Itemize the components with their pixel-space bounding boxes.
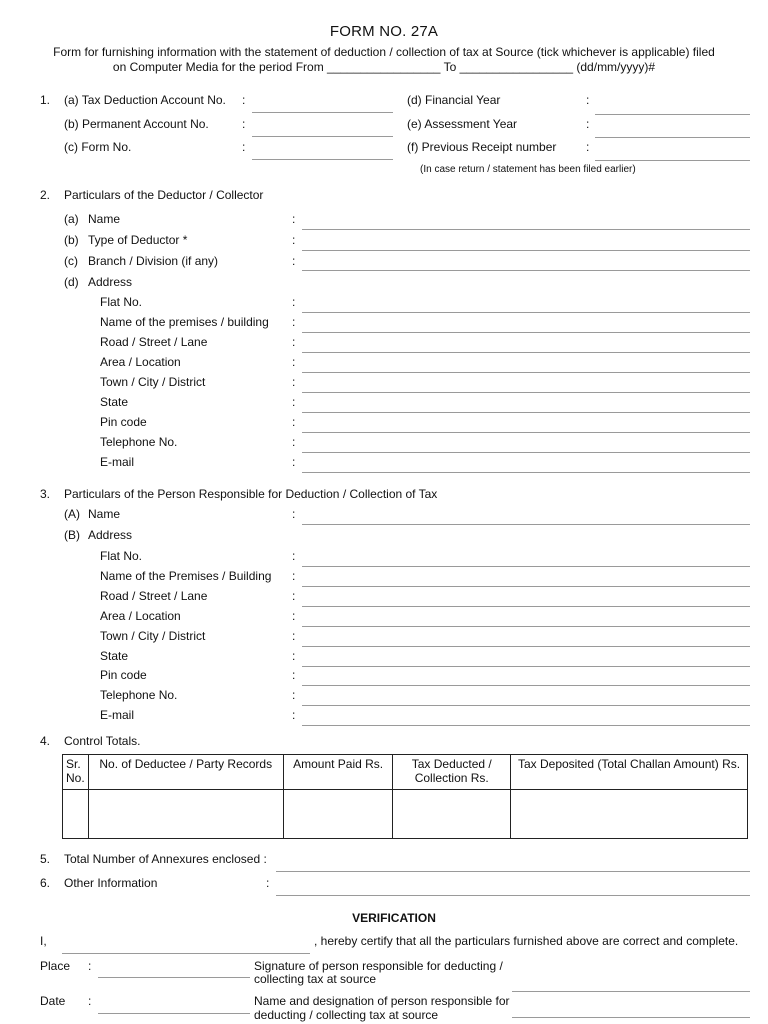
colon: : bbox=[292, 295, 296, 309]
other-info-label: Other Information bbox=[64, 876, 158, 890]
colon: : bbox=[292, 415, 296, 429]
address-field-input[interactable] bbox=[302, 392, 750, 393]
colon: : bbox=[292, 668, 296, 682]
date-colon: : bbox=[88, 994, 92, 1008]
address-field-label: Road / Street / Lane bbox=[100, 335, 208, 349]
address-field-input[interactable] bbox=[302, 412, 750, 413]
pan-colon: : bbox=[242, 117, 246, 131]
responsible-name-marker: (A) bbox=[64, 507, 80, 521]
signature-field[interactable] bbox=[512, 991, 750, 992]
name-designation-label-line2: deducting / collecting tax at source bbox=[254, 1008, 439, 1022]
colon: : bbox=[292, 212, 296, 226]
previous-receipt-note: (In case return / statement has been filed earlier) bbox=[420, 164, 636, 175]
assessment-year-colon: : bbox=[586, 117, 590, 131]
address-field-input[interactable] bbox=[302, 372, 750, 373]
verification-i-label: I, bbox=[40, 934, 47, 948]
financial-year-colon: : bbox=[586, 93, 590, 107]
deductor-type-field[interactable] bbox=[302, 250, 750, 251]
tan-label: (a) Tax Deduction Account No. bbox=[64, 93, 226, 107]
date-field[interactable] bbox=[98, 1013, 250, 1014]
address-field-input[interactable] bbox=[302, 685, 750, 686]
financial-year-field[interactable] bbox=[595, 114, 750, 115]
annexures-label: Total Number of Annexures enclosed : bbox=[64, 852, 267, 866]
address-field-input[interactable] bbox=[302, 666, 750, 667]
colon: : bbox=[292, 507, 296, 521]
address-field-label: Area / Location bbox=[100, 609, 181, 623]
colon: : bbox=[292, 375, 296, 389]
colon: : bbox=[292, 233, 296, 247]
address-field-label: Road / Street / Lane bbox=[100, 589, 208, 603]
section-1-number: 1. bbox=[40, 93, 51, 107]
assessment-year-label: (e) Assessment Year bbox=[407, 117, 518, 131]
section-3-heading: Particulars of the Person Responsible for Deduction / Collection of Tax bbox=[64, 487, 438, 501]
colon: : bbox=[292, 629, 296, 643]
form-title: FORM NO. 27A bbox=[329, 23, 439, 40]
place-colon: : bbox=[88, 959, 92, 973]
tan-colon: : bbox=[242, 93, 246, 107]
address-field-label: Pin code bbox=[100, 415, 147, 429]
address-field-input[interactable] bbox=[302, 472, 750, 473]
colon: : bbox=[292, 688, 296, 702]
deductor-name-field[interactable] bbox=[302, 229, 750, 230]
colon: : bbox=[292, 569, 296, 583]
amount-paid-header: Amount Paid Rs. bbox=[283, 755, 393, 790]
deductor-address-marker: (d) bbox=[64, 275, 79, 289]
deductor-type-marker: (b) bbox=[64, 233, 79, 247]
address-field-input[interactable] bbox=[302, 725, 750, 726]
form-subtitle-line2: on Computer Media for the period From _________________ To _________________ (dd/mm/yyyy)# bbox=[112, 60, 656, 74]
colon: : bbox=[292, 395, 296, 409]
address-field-input[interactable] bbox=[302, 566, 750, 567]
address-field-label: Town / City / District bbox=[100, 629, 206, 643]
signature-label-line1: Signature of person responsible for deducting / bbox=[254, 959, 503, 973]
sr-no-cell[interactable] bbox=[63, 790, 89, 839]
table-row bbox=[63, 790, 748, 839]
section-2-number: 2. bbox=[40, 188, 51, 202]
address-field-label: Flat No. bbox=[100, 549, 143, 563]
address-field-label: Area / Location bbox=[100, 355, 181, 369]
form-subtitle-line1: Form for furnishing information with the statement of deduction / collection of tax at Source (tick whichever is applicable) filed bbox=[53, 45, 715, 59]
pan-field[interactable] bbox=[252, 136, 393, 137]
name-designation-field[interactable] bbox=[512, 1017, 750, 1018]
form-no-field[interactable] bbox=[252, 159, 393, 160]
place-field[interactable] bbox=[98, 977, 250, 978]
colon: : bbox=[292, 435, 296, 449]
address-field-label: E-mail bbox=[100, 708, 135, 722]
pan-label: (b) Permanent Account No. bbox=[64, 117, 209, 131]
section-3-number: 3. bbox=[40, 487, 51, 501]
control-totals-header-row bbox=[63, 755, 748, 790]
section-2-heading: Particulars of the Deductor / Collector bbox=[64, 188, 264, 202]
address-field-label: Telephone No. bbox=[100, 435, 178, 449]
deductee-records-header: No. of Deductee / Party Records bbox=[88, 755, 283, 790]
name-designation-label-line1: Name and designation of person responsible for bbox=[254, 994, 510, 1008]
assessment-year-field[interactable] bbox=[595, 137, 750, 138]
colon: : bbox=[292, 254, 296, 268]
section-4-heading: Control Totals. bbox=[64, 734, 141, 748]
address-field-input[interactable] bbox=[302, 432, 750, 433]
tax-deducted-header: Tax Deducted / Collection Rs. bbox=[393, 755, 511, 790]
address-field-label: Pin code bbox=[100, 668, 147, 682]
address-field-input[interactable] bbox=[302, 586, 750, 587]
colon: : bbox=[292, 455, 296, 469]
tax-deposited-cell[interactable] bbox=[511, 790, 748, 839]
section-4-number: 4. bbox=[40, 734, 51, 748]
address-field-label: State bbox=[100, 395, 129, 409]
address-field-input[interactable] bbox=[302, 312, 750, 313]
colon: : bbox=[292, 355, 296, 369]
address-field-label: Flat No. bbox=[100, 295, 143, 309]
deductor-branch-marker: (c) bbox=[64, 254, 78, 268]
address-field-input[interactable] bbox=[302, 606, 750, 607]
address-field-input[interactable] bbox=[302, 332, 750, 333]
section-6-number: 6. bbox=[40, 876, 51, 890]
previous-receipt-label: (f) Previous Receipt number bbox=[407, 140, 557, 154]
form-no-label: (c) Form No. bbox=[64, 140, 132, 154]
deductor-branch-label: Branch / Division (if any) bbox=[88, 254, 219, 268]
colon: : bbox=[292, 649, 296, 663]
address-field-input[interactable] bbox=[302, 452, 750, 453]
deductor-name-label: Name bbox=[88, 212, 121, 226]
other-info-field[interactable] bbox=[276, 895, 750, 896]
address-field-input[interactable] bbox=[302, 626, 750, 627]
address-field-label: State bbox=[100, 649, 129, 663]
address-field-label: Name of the premises / building bbox=[100, 315, 269, 329]
sr-no-header: Sr. No. bbox=[63, 755, 89, 790]
other-info-colon: : bbox=[266, 876, 270, 890]
deductor-address-label: Address bbox=[88, 275, 133, 289]
section-5-number: 5. bbox=[40, 852, 51, 866]
certify-text: , hereby certify that all the particulars furnished above are correct and complete. bbox=[314, 934, 739, 948]
address-field-label: Telephone No. bbox=[100, 688, 178, 702]
address-field-label: Name of the Premises / Building bbox=[100, 569, 272, 583]
colon: : bbox=[292, 609, 296, 623]
responsible-address-marker: (B) bbox=[64, 528, 80, 542]
responsible-address-label: Address bbox=[88, 528, 133, 542]
control-totals-table bbox=[62, 754, 748, 839]
colon: : bbox=[292, 549, 296, 563]
colon: : bbox=[292, 589, 296, 603]
date-label: Date bbox=[40, 994, 66, 1008]
address-field-input[interactable] bbox=[302, 646, 750, 647]
form-no-colon: : bbox=[242, 140, 246, 154]
place-label: Place bbox=[40, 959, 71, 973]
financial-year-label: (d) Financial Year bbox=[407, 93, 501, 107]
deductor-name-marker: (a) bbox=[64, 212, 79, 226]
previous-receipt-field[interactable] bbox=[595, 160, 750, 161]
responsible-name-label: Name bbox=[88, 507, 121, 521]
verifier-name-field[interactable] bbox=[62, 953, 310, 954]
annexures-field[interactable] bbox=[276, 871, 750, 872]
tan-field[interactable] bbox=[252, 112, 393, 113]
colon: : bbox=[292, 335, 296, 349]
address-field-label: Town / City / District bbox=[100, 375, 206, 389]
previous-receipt-colon: : bbox=[586, 140, 590, 154]
address-field-input[interactable] bbox=[302, 352, 750, 353]
colon: : bbox=[292, 315, 296, 329]
deductor-branch-field[interactable] bbox=[302, 270, 750, 271]
colon: : bbox=[292, 708, 296, 722]
deductee-records-cell[interactable] bbox=[88, 790, 283, 839]
signature-label-line2: collecting tax at source bbox=[254, 972, 377, 986]
responsible-name-field[interactable] bbox=[302, 524, 750, 525]
verification-heading: VERIFICATION bbox=[352, 911, 436, 925]
amount-paid-cell[interactable] bbox=[283, 790, 393, 839]
deductor-type-label: Type of Deductor * bbox=[88, 233, 188, 247]
tax-deducted-cell[interactable] bbox=[393, 790, 511, 839]
address-field-input[interactable] bbox=[302, 705, 750, 706]
address-field-label: E-mail bbox=[100, 455, 135, 469]
tax-deposited-header: Tax Deposited (Total Challan Amount) Rs. bbox=[511, 755, 748, 790]
